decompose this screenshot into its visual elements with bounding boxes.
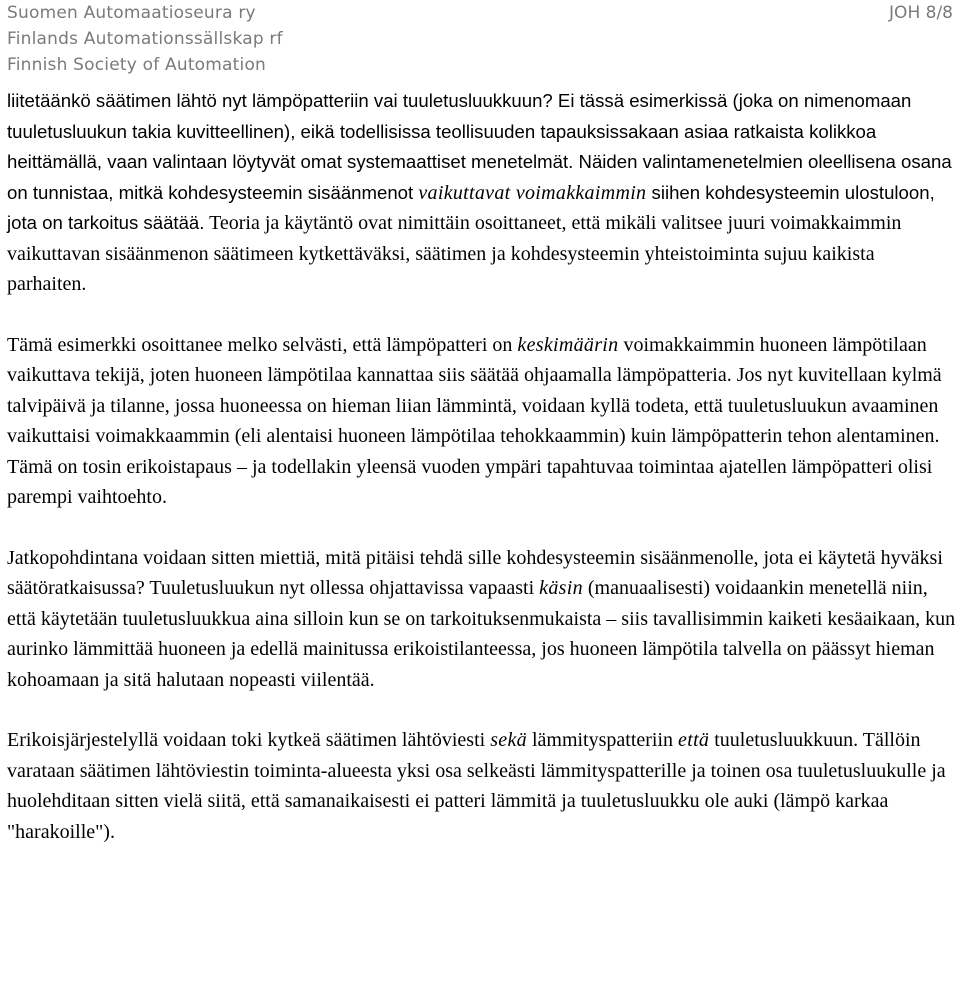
paragraph-1-sentence-1: liitetäänkö säätimen lähtö nyt lämpöpatteriin vai tuuletusluukkuun? Ei tässä esimerkissä (joka on nimenomaan tuuletusluukun takia kuvitteellinen), eikä todellisissa teollisuuden tapauksissakaan asiaa ratkaista kolikkoa heittämällä, vaan valintaan löytyvät omat systemaattiset menetelmät. [7,90,912,172]
paragraph-1-emphasis: vaikuttavat voimakkaimmin [418,181,647,204]
paragraph-2-text-b: voimakkaimmin huoneen lämpötilaan vaikuttava tekijä, joten huoneen lämpötilaa kannattaa siis säätää ohjaamalla lämpöpatteria. Jos nyt kuvitellaan kylmä talvipäivä ja tilanne, jossa huoneessa on hieman liian lämmintä, voidaan kyllä todeta, että tuuletusluukun avaaminen vaikuttaisi voimakkaammin (eli alentaisi huoneen lämpötilaa tehokkaammin) kuin lämpöpatterin tehon alentaminen. Tämä on tosin erikoistapaus – ja todellakin yleensä vuoden ympäri tapahtuvaa toimintaa ajatellen lämpöpatteri olisi parempi vaihtoehto. [7,333,942,508]
paragraph-2-text-a: Tämä esimerkki osoittanee melko selvästi, että lämpöpatteri on [7,333,518,356]
org-name-finnish: Suomen Automaatioseura ry [7,3,256,23]
paragraph-2 [7,330,957,513]
paragraph-4-emphasis-2: että [678,729,710,751]
document-body [7,86,957,877]
paragraph-1-sentence-2-end: siihen kohdesysteemin ulostuloon, jota on tarkoitus säätää. [7,181,935,233]
page-header [7,0,953,76]
paragraph-3-text-a: Jatkopohdintana voidaan sitten miettiä, mitä pitäisi tehdä sille kohdesysteemin sisäänmenolle, jota ei käytetä hyväksi säätöratkaisussa? Tuuletusluukun nyt ollessa ohjattavissa vapaasti [7,546,943,599]
paragraph-4-text-b: lämmityspatteriin [526,729,679,751]
paragraph-1-sentence-3: Teoria ja käytäntö ovat nimittäin osoittaneet, että mikäli valitsee juuri voimakkaimmin vaikuttavan sisäänmenon säätimeen kytkettäväksi, säätimen ja kohdesysteemin yhteistoiminta sujuu kaikista parhaiten. [7,212,902,295]
paragraph-3-emphasis: käsin [539,577,583,599]
paragraph-3 [7,543,957,696]
paragraph-2-emphasis: keskimäärin [517,333,619,356]
paragraph-4-text-c: tuuletusluukkuun. Tällöin varataan säätimen lähtöviestin toiminta-alueesta yksi osa selkeästi lämmityspatterille ja toinen osa tuuletusluukulle ja huolehditaan sitten vielä siitä, että samanaikaisesti ei patteri lämmitä ja tuuletusluukku ole auki (lämpö karkaa "harakoille"). [7,729,946,843]
paragraph-3-text-b: (manuaalisesti) voidaankin menetellä niin, että käytetään tuuletusluukkua aina silloin kun se on tarkoituksenmukaista – siis tavallisimmin kaiketi kesäaikaan, kun aurinko lämmittää huoneen ja edellä mainitussa erikoistilanteessa, jos huoneen lämpötila talvella on päässyt hieman kohoamaan ja sitä halutaan nopeasti viilentää. [7,577,956,691]
paragraph-4 [7,725,957,847]
page-identifier: JOH 8/8 [889,3,953,23]
org-name-swedish: Finlands Automationssällskap rf [7,29,283,49]
paragraph-1-sentence-2: Näiden valintamenetelmien oleellisena osana on tunnistaa, mitkä kohdesysteemin sisäänmenot [7,151,952,203]
paragraph-4-text-a: Erikoisjärjestelyllä voidaan toki kytkeä säätimen lähtöviesti [7,729,491,751]
org-name-english: Finnish Society of Automation [7,55,267,75]
paragraph-4-emphasis-1: sekä [490,729,527,751]
paragraph-1 [7,86,957,300]
